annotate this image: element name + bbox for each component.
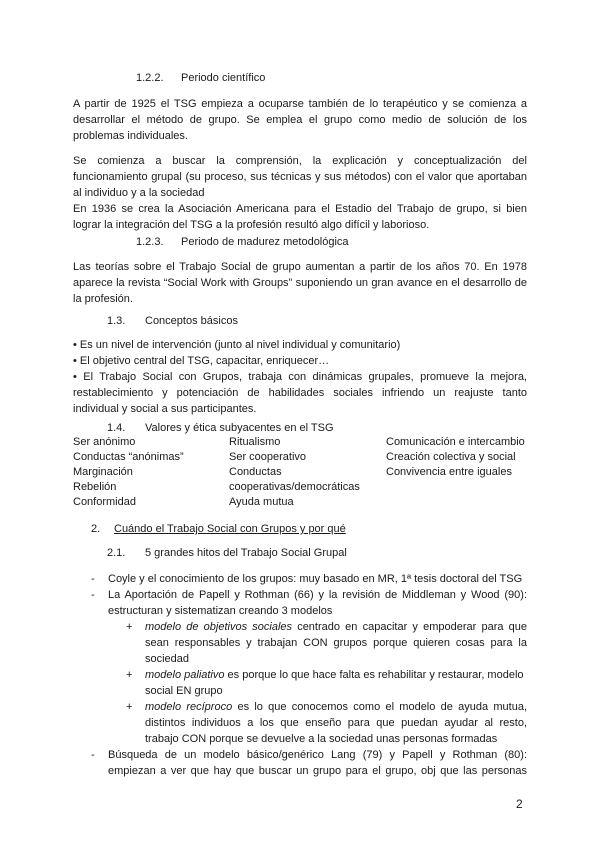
- values-column-1: [73, 435, 184, 510]
- value-item: Conductas: [229, 466, 282, 478]
- model-item: [145, 667, 527, 684]
- value-item: Conductas “anónimas”: [73, 451, 184, 463]
- value-item: cooperativas/democráticas: [229, 481, 360, 493]
- heading-1-2-2: [136, 70, 265, 87]
- heading-number: 2.1.: [107, 547, 126, 559]
- dash-item: La Aportación de Papell y Rothman (66) y la revisión de Middleman y Wood (90):: [108, 589, 527, 601]
- paragraph-line: Se comienza a buscar la comprensión, la explicación y conceptualización del: [73, 155, 527, 167]
- paragraph-line: desarrollar el método de grupo. Se emplea el grupo como medio de solución de los: [73, 114, 527, 126]
- heading-title: Periodo científico: [181, 72, 266, 84]
- bullet-item: • El Trabajo Social con Grupos, trabaja con dinámicas grupales, promueve la mejora,: [73, 371, 527, 383]
- value-item: Comunicación e intercambio: [386, 436, 525, 448]
- plus-marker: +: [126, 669, 133, 681]
- heading-title: Periodo de madurez metodológica: [181, 236, 349, 248]
- model-item-continuation: social EN grupo: [145, 685, 223, 697]
- heading-number: 1.2.3.: [136, 236, 164, 248]
- heading-1-3: [107, 313, 238, 330]
- model-description: es lo que conocemos como el modelo de ayuda mutua,: [232, 701, 527, 713]
- heading-2-1: [107, 545, 347, 562]
- value-item: Rebelión: [73, 481, 117, 493]
- model-term: modelo recíproco: [145, 701, 233, 713]
- dash-item-continuation: estructuran y sistematizan creando 3 modelos: [108, 605, 333, 617]
- paragraph-line: lograr la integración del TSG a la profesión resultó algo difícil y laborioso.: [73, 219, 430, 231]
- plus-marker: +: [126, 701, 133, 713]
- heading-number: 1.3.: [107, 315, 126, 327]
- paragraph-line: Las teorías sobre el Trabajo Social de grupo aumentan a partir de los años 70. En 1978: [73, 261, 527, 273]
- paragraph-line: problemas individuales.: [73, 130, 188, 142]
- model-item-continuation: trabajo CON porque se devuelve a la sociedad unas personas formadas: [145, 733, 498, 745]
- value-item: Ser cooperativo: [229, 451, 307, 463]
- paragraph-line: aparece la revista “Social Work with Groups” suponiendo un gran avance en el desarrollo de: [73, 277, 527, 289]
- paragraph-line: al individuo y a la sociedad: [73, 187, 205, 199]
- dash-item: Coyle y el conocimiento de los grupos: muy basado en MR, 1ª tesis doctoral del TSG: [108, 573, 523, 585]
- values-column-2: [229, 435, 360, 510]
- paragraph-line: funcionamiento grupal (su proceso, sus técnicas y sus métodos) con el valor que aportaban: [73, 171, 527, 183]
- paragraph-line: En 1936 se crea la Asociación Americana para el Estadio del Trabajo de grupo, si bien: [73, 203, 527, 215]
- plus-marker: +: [126, 621, 133, 633]
- model-description: es porque lo que hace falta es rehabilitar y restaurar, modelo: [224, 669, 524, 681]
- model-item: [145, 619, 527, 636]
- model-item-continuation: sean responsables y trabajan CON grupos porque quieren cosas para la: [145, 637, 527, 649]
- heading-title: Valores y ética subyacentes en el TSG: [145, 422, 334, 434]
- paragraph-line: la profesión.: [73, 293, 133, 305]
- value-item: Creación colectiva y social: [386, 451, 516, 463]
- heading-number: 2.: [91, 523, 101, 535]
- value-item: Convivencia entre iguales: [386, 466, 512, 478]
- bullet-item: • Es un nivel de intervención (junto al nivel individual y comunitario): [73, 339, 401, 351]
- model-item-continuation: distintos individuos a los que enseño para que puedan ayudar al resto,: [145, 717, 527, 729]
- dash-marker: -: [91, 589, 95, 601]
- value-item: Ayuda mutua: [229, 496, 294, 508]
- values-column-3: [386, 435, 525, 480]
- heading-number: 1.4.: [107, 422, 126, 434]
- dash-marker: -: [91, 573, 95, 585]
- model-item-continuation: sociedad: [145, 653, 190, 665]
- heading-title: Cuándo el Trabajo Social con Grupos y por qué: [114, 523, 346, 535]
- heading-1-2-3: [136, 234, 349, 251]
- model-description: centrado en capacitar y empoderar para que: [292, 621, 528, 633]
- dash-item: Búsqueda de un modelo básico/genérico Lang (79) y Papell y Rothman (80):: [108, 749, 527, 761]
- heading-title: 5 grandes hitos del Trabajo Social Grupal: [145, 547, 347, 559]
- bullet-item-continuation: individual y social a sus participantes.: [73, 403, 257, 415]
- model-term: modelo paliativo: [145, 669, 225, 681]
- bullet-item: • El objetivo central del TSG, capacitar, enriquecer…: [73, 355, 330, 367]
- model-item: [145, 699, 527, 716]
- bullet-item-continuation: restablecimiento y potenciación de habilidades sociales infriendo un reajuste tanto: [73, 387, 527, 399]
- value-item: Conformidad: [73, 496, 136, 508]
- heading-2: [91, 521, 346, 538]
- value-item: Ser anónimo: [73, 436, 136, 448]
- dash-item-continuation: empiezan a ver que hay que buscar un grupo para el grupo, obj que las personas: [108, 765, 527, 777]
- dash-marker: -: [91, 749, 95, 761]
- value-item: Ritualismo: [229, 436, 281, 448]
- heading-number: 1.2.2.: [136, 72, 164, 84]
- page-number: 2: [516, 797, 523, 811]
- heading-title: Conceptos básicos: [145, 315, 238, 327]
- value-item: Marginación: [73, 466, 133, 478]
- paragraph-line: A partir de 1925 el TSG empieza a ocuparse también de lo terapéutico y se comienza a: [73, 98, 527, 110]
- model-term: modelo de objetivos sociales: [145, 621, 293, 633]
